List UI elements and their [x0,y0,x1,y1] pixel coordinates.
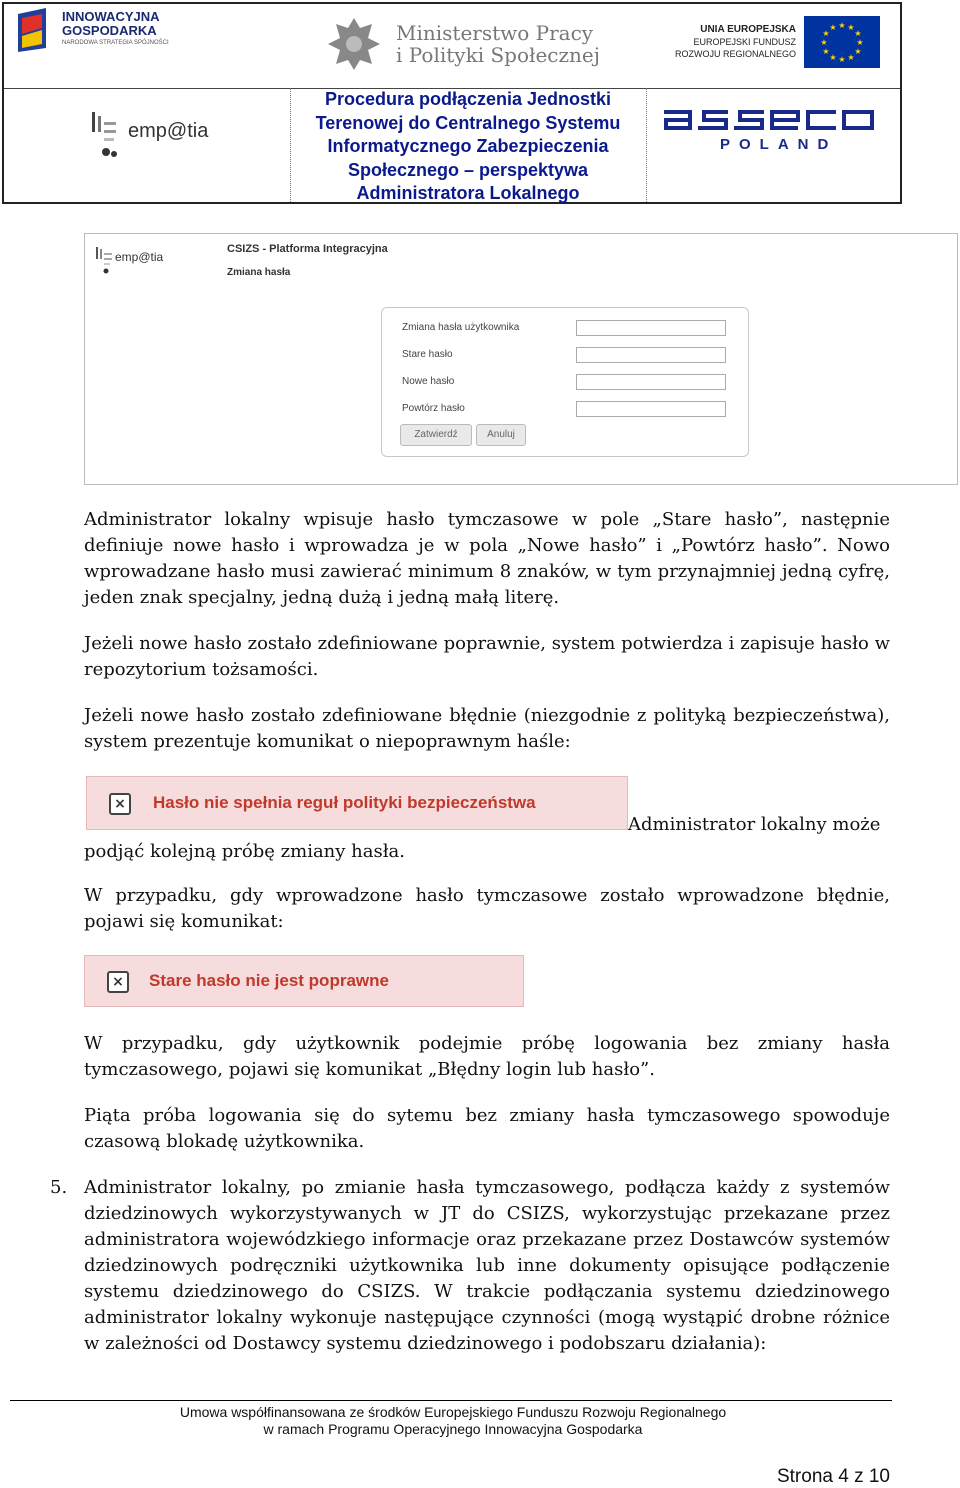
text-line: administratora wojewódzkiego informacje oraz przekazane przez Dostawców systemów [84,1229,890,1250]
innowacyjna-sub: NARODOWA STRATEGIA SPÓJNOŚCI [62,40,169,46]
form-header-field[interactable] [576,320,726,336]
eu-flag-icon [804,16,880,68]
list-item-5 [84,1175,890,1357]
text-line: W przypadku, gdy użytkownik podejmie próbę logowania bez zmiany hasła [84,1033,890,1054]
text-line: systemu dziedzinowego do CSIZS. W trakcie podłączania systemu dziedzinowego [84,1281,890,1302]
asseco-wordmark-icon [660,106,876,132]
svg-text:★: ★ [847,23,855,32]
page-subtitle: Zmiana hasła [227,267,291,278]
asseco-poland: POLAND [720,136,838,153]
svg-text:★: ★ [856,38,864,47]
empatia-logo-text: emp@tia [128,120,209,142]
paragraph-login-no-change [84,1031,890,1083]
svg-text:★: ★ [838,55,846,64]
procedure-title-line: Społecznego – perspektywa [347,159,589,180]
text-line: administrator lokalny wykonuje następujące czynności (mogą wystąpić drobne różnice [84,1307,890,1328]
paragraph-temp-wrong [84,883,890,935]
retry-inline-text: Administrator lokalny może [628,814,881,835]
svg-text:★: ★ [822,29,830,38]
new-password-input[interactable] [576,374,726,390]
innowacyjna-gospodarka-logo [16,8,216,68]
close-icon: × [109,793,131,815]
empatia-mark-icon [90,110,120,164]
paragraph-failure [84,703,890,755]
password-change-screenshot [84,233,958,485]
password-form-panel [381,307,749,457]
empatia-mark-icon [95,246,115,276]
text-line: repozytorium tożsamości. [84,659,319,680]
ministry-line1: Ministerstwo Pracy [396,21,594,45]
page-number: Strona 4 z 10 [776,1466,890,1487]
paragraph-success [84,631,890,683]
ministry-logo [324,14,604,78]
innowacyjna-line2: GOSPODARKA [62,23,157,38]
screenshot-logo: emp@tia [115,250,164,264]
text-line: Piąta próba logowania się do sytemu bez zmiany hasła tymczasowego spowoduje [84,1105,890,1126]
svg-text:★: ★ [847,53,855,62]
text-line: dziedzinowych wykorzystywanych w JT do CSIZS, wykorzystując przekazane przez [84,1203,890,1224]
repeat-password-input[interactable] [576,401,726,417]
paragraph-password-rules [84,507,890,611]
list-item-number: 5. [50,1177,68,1198]
eu-line1: UNIA EUROPEJSKA [700,24,796,35]
procedure-title-line: Informatycznego Zabezpieczenia [327,136,609,156]
text-line: w zależności od Dostawcy systemu dziedzinowego i podobszaru działania): [84,1333,767,1354]
text-line: Jeżeli nowe hasło zostało zdefiniowane poprawnie, system potwierdza i zapisuje hasło w [84,633,890,654]
svg-text:★: ★ [854,47,862,56]
eu-line2: EUROPEJSKI FUNDUSZ [693,37,796,47]
text-line: definiuje nowe hasło i wprowadza je w pola „Nowe hasło” i „Powtórz hasło”. Nowo [84,535,890,556]
procedure-title-line: Procedura podłączenia Jednostki [324,89,612,109]
svg-text:★: ★ [829,23,837,32]
cancel-button[interactable]: Anuluj [476,424,526,446]
eagle-emblem-icon [324,14,384,74]
footer-divider [10,1400,892,1401]
new-password-label: Nowe hasło [402,376,455,387]
form-title: Zmiana hasła użytkownika [402,322,520,333]
text-line: wprowadzane hasło musi zawierać minimum 8 znaków, w tym przynajmniej jedną cyfrę, [84,561,890,582]
submit-button[interactable]: Zatwierdź [400,424,472,446]
svg-text:★: ★ [820,38,828,47]
text-line: jeden znak specjalny, jedną dużą i jedną małą literę. [84,587,560,608]
text-line: czasową blokadę użytkownika. [84,1131,365,1152]
svg-text:★: ★ [854,29,862,38]
innowacyjna-line1: INNOWACYJNA [62,9,160,24]
eu-line3: ROZWOJU REGIONALNEGO [674,49,796,59]
text-line: Administrator lokalny wpisuje hasło tymczasowe w pole „Stare hasło”, następnie [84,509,890,530]
text-line: tymczasowego, pojawi się komunikat „Błędny login lub hasło”. [84,1059,655,1080]
old-password-error-banner [84,955,524,1007]
text-line: system prezentuje komunikat o niepoprawnym haśle: [84,731,571,752]
text-line: pojawi się komunikat: [84,911,284,932]
procedure-title-line: Terenowej do Centralnego Systemu [315,112,621,133]
text-line: Jeżeli nowe hasło zostało zdefiniowane błędnie (niezgodnie z polityką bezpieczeństwa), [84,705,890,726]
procedure-title [290,88,646,206]
footer-funding-line1: Umowa współfinansowana ze środków Europejskiego Funduszu Rozwoju Regionalnego [179,1404,727,1420]
header-empatia-cell [4,88,291,202]
policy-error-text: Hasło nie spełnia reguł polityki bezpieczeństwa [153,793,536,812]
repeat-password-label: Powtórz hasło [402,403,465,414]
text-line: dziedzinowych podręczniki użytkownika lub inne dokumenty opisujące podłączenie [84,1255,890,1276]
svg-text:★: ★ [829,53,837,62]
retry-tail-text: podjąć kolejną próbę zmiany hasła. [84,841,406,862]
old-password-error-text: Stare hasło nie jest poprawne [149,971,389,990]
old-password-label: Stare hasło [402,349,453,360]
ministry-line2: i Polityki Społecznej [396,43,600,67]
paragraph-lockout [84,1103,890,1155]
header-title-cell [290,88,647,202]
header-asseco-cell [646,88,900,202]
document-header [2,2,902,204]
policy-error-banner [86,776,628,830]
innowacyjna-flag-icon [16,8,50,52]
old-password-input[interactable] [576,347,726,363]
eu-logo [664,16,894,76]
text-line: Administrator lokalny, po zmianie hasła tymczasowego, podłącza każdy z systemów [84,1177,890,1198]
header-logo-row [4,4,900,89]
empatia-logo [90,110,230,170]
svg-text:★: ★ [838,21,846,30]
close-icon: × [107,971,129,993]
footer-funding-line2: w ramach Programu Operacyjnego Innowacyjna Gospodarka [263,1421,643,1437]
procedure-title-line: Administratora Lokalnego [356,183,580,203]
text-line: W przypadku, gdy wprowadzone hasło tymczasowe zostało wprowadzone błędnie, [84,885,890,906]
svg-text:★: ★ [822,47,830,56]
asseco-logo [660,106,880,166]
app-title: CSIZS - Platforma Integracyjna [227,243,388,255]
